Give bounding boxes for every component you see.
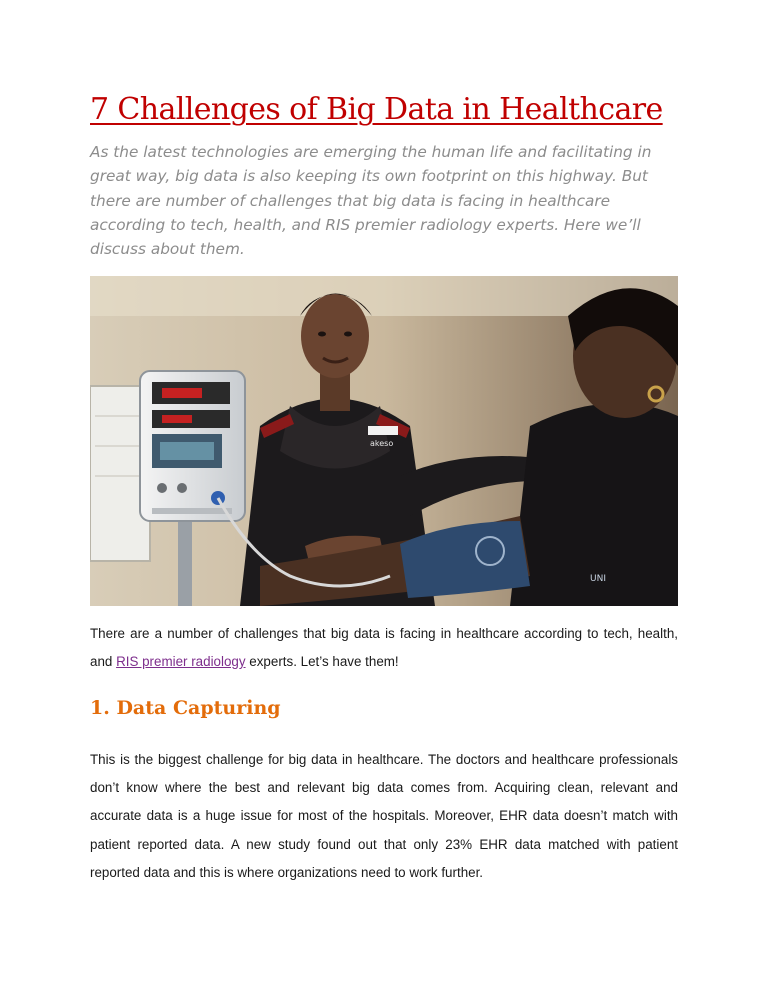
nurse-measuring-blood-pressure-illustration [90, 276, 678, 606]
section-heading-data-capturing: 1. Data Capturing [90, 697, 281, 719]
document-subtitle: As the latest technologies are emerging the human life and facilitating in great way, big data is also keeping its own footprint on this highway. But there are number of challenges that big data is facing in healthcare according to tech, health, and RIS premier radiology experts. Here we’ll discuss about them. [90, 143, 652, 259]
healthcare-photo [90, 276, 678, 606]
intro-text-before-link: There are a number of challenges that big data is facing in healthcare according to tech, health, and [90, 626, 678, 670]
intro-paragraph [90, 620, 678, 676]
ris-premier-radiology-link[interactable]: RIS premier radiology [116, 654, 246, 670]
intro-text-after-link: experts. Let’s have them! [245, 654, 399, 670]
document-title: 7 Challenges of Big Data in Healthcare [90, 92, 663, 127]
section-body-data-capturing: This is the biggest challenge for big data in healthcare. The doctors and healthcare professionals don’t know where the best and relevant big data comes from. Acquiring clean, relevant and accurate data is a huge issue for most of the hospitals. Moreover, EHR data doesn’t match with patient reported data. A new study found out that only 23% EHR data matched with patient reported data and this is where organizations need to work further. [90, 752, 678, 880]
uniform-badge-text: akeso [370, 439, 394, 448]
cuff-label-text: UNI [590, 574, 606, 584]
